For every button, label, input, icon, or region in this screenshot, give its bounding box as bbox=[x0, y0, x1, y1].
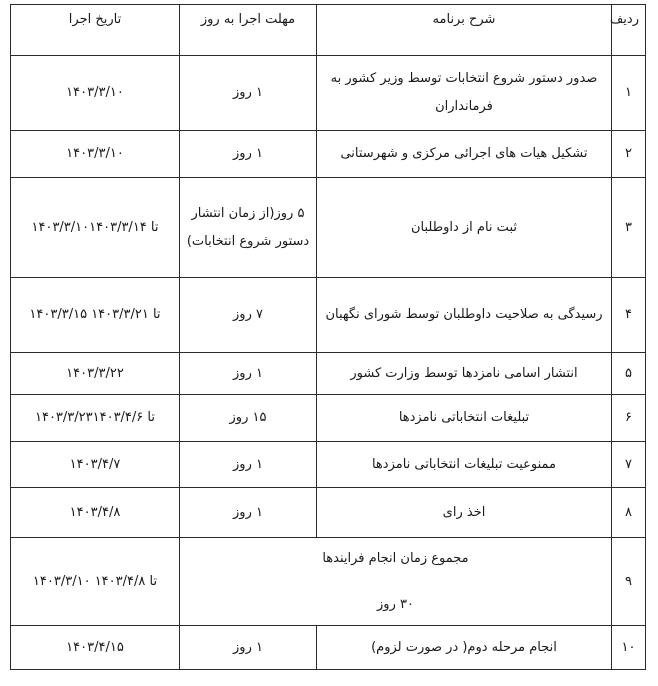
row-description: ثبت نام از داوطلبان bbox=[317, 178, 612, 278]
row-duration: ۱ روز bbox=[180, 442, 317, 488]
table-row bbox=[11, 353, 646, 395]
row-date: ۱۴۰۳/۳/۱۰ bbox=[11, 56, 180, 131]
total-index: ۹ bbox=[612, 538, 646, 626]
table-row bbox=[11, 278, 646, 353]
row-date: ۱۴۰۳/۳/۲۳تا ۱۴۰۳/۴/۶ bbox=[11, 395, 180, 442]
row-duration: ۱ روز bbox=[180, 353, 317, 395]
row-duration: ۱ روز bbox=[180, 488, 317, 538]
header-description: شرح برنامه bbox=[317, 5, 612, 56]
row-description: انتشار اسامی نامزدها توسط وزارت کشور bbox=[317, 353, 612, 395]
row-index: ۸ bbox=[612, 488, 646, 538]
row-date: ۱۴۰۳/۳/۱۵ تا ۱۴۰۳/۳/۲۱ bbox=[11, 278, 180, 353]
table-row bbox=[11, 56, 646, 131]
row-description: صدور دستور شروع انتخابات توسط وزیر کشور به فرمانداران bbox=[317, 56, 612, 131]
header-index: ردیف bbox=[612, 5, 646, 56]
row-index: ۱ bbox=[612, 56, 646, 131]
row-description: رسیدگی به صلاحیت داوطلبان توسط شورای نگهبان bbox=[317, 278, 612, 353]
row-index: ۲ bbox=[612, 131, 646, 178]
row-date: ۱۴۰۳/۴/۸ bbox=[11, 488, 180, 538]
row-duration: ۱ روز bbox=[180, 56, 317, 131]
table-row bbox=[11, 395, 646, 442]
row-index: ۳ bbox=[612, 178, 646, 278]
total-label: مجموع زمان انجام فرایندها bbox=[322, 550, 469, 566]
header-date: تاریخ اجرا bbox=[11, 5, 180, 56]
total-summary-cell bbox=[180, 538, 612, 626]
election-schedule-table bbox=[10, 4, 646, 670]
table-row bbox=[11, 626, 646, 670]
row-duration: ۱ روز bbox=[180, 131, 317, 178]
row-description: انجام مرحله دوم( در صورت لزوم) bbox=[317, 626, 612, 670]
row-index: ۶ bbox=[612, 395, 646, 442]
total-row bbox=[11, 538, 646, 626]
row-duration: ۷ روز bbox=[180, 278, 317, 353]
row-date: ۱۴۰۳/۴/۷ bbox=[11, 442, 180, 488]
row-index: ۴ bbox=[612, 278, 646, 353]
row-index: ۵ bbox=[612, 353, 646, 395]
header-duration: مهلت اجرا به روز bbox=[180, 5, 317, 56]
table-row bbox=[11, 178, 646, 278]
row-duration: ۵ روز(از زمان انتشار دستور شروع انتخابات) bbox=[180, 178, 317, 278]
row-description: تشکیل هیات های اجرائی مرکزی و شهرستانی bbox=[317, 131, 612, 178]
row-duration: ۱۵ روز bbox=[180, 395, 317, 442]
row-index: ۷ bbox=[612, 442, 646, 488]
row-date: ۱۴۰۳/۳/۱۰ bbox=[11, 131, 180, 178]
table-header-row bbox=[11, 5, 646, 56]
row-description: ممنوعیت تبلیغات انتخاباتی نامزدها bbox=[317, 442, 612, 488]
row-date: ۱۴۰۳/۳/۲۲ bbox=[11, 353, 180, 395]
total-date: ۱۴۰۳/۳/۱۰ تا ۱۴۰۳/۴/۸ bbox=[11, 538, 180, 626]
row-date: ۱۴۰۳/۳/۱۰تا ۱۴۰۳/۳/۱۴ bbox=[11, 178, 180, 278]
table-row bbox=[11, 442, 646, 488]
row-duration: ۱ روز bbox=[180, 626, 317, 670]
total-duration: ۳۰ روز bbox=[377, 596, 414, 612]
row-index: ۱۰ bbox=[612, 626, 646, 670]
table-row bbox=[11, 488, 646, 538]
row-description: اخذ رای bbox=[317, 488, 612, 538]
row-description: تبلیغات انتخاباتی نامزدها bbox=[317, 395, 612, 442]
row-date: ۱۴۰۳/۴/۱۵ bbox=[11, 626, 180, 670]
table-row bbox=[11, 131, 646, 178]
